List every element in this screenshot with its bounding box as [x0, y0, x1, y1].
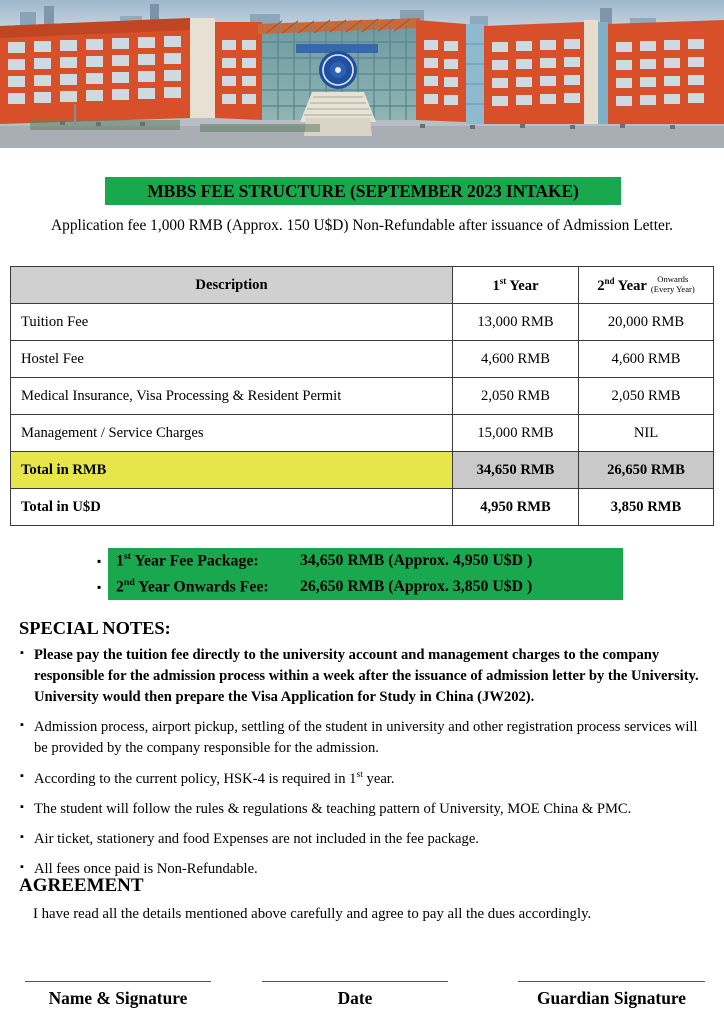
- row-year2-value: 4,600 RMB: [579, 341, 714, 378]
- table-header-row: [11, 267, 714, 304]
- summary-year2-sup: nd: [123, 577, 135, 589]
- total-rmb-year2: 26,650 RMB: [579, 452, 714, 489]
- year2-ordinal-suffix: nd: [604, 275, 615, 286]
- summary-value-year1: 34,650 RMB (Approx. 4,950 U$D ): [300, 552, 533, 569]
- signature-line-guardian[interactable]: [518, 981, 705, 982]
- summary-label-year2: [108, 577, 300, 596]
- bullet-square-icon: ▪: [20, 770, 24, 782]
- year2-prefix: 2: [597, 277, 605, 294]
- total-rmb-label: Total in RMB: [11, 452, 453, 489]
- table-row-total-rmb: [11, 452, 714, 489]
- signature-line-date[interactable]: [262, 981, 448, 982]
- table-row: [11, 378, 714, 415]
- note-item: [19, 829, 709, 850]
- summary-row-year2: [97, 574, 623, 600]
- table-row: [11, 415, 714, 452]
- bullet-square-icon: ▪: [20, 647, 24, 659]
- total-usd-year1: 4,950 RMB: [453, 489, 579, 526]
- note-item: [19, 768, 709, 790]
- total-rmb-year1: 34,650 RMB: [453, 452, 579, 489]
- note-text: The student will follow the rules & regulations & teaching pattern of University, MOE China & PMC.: [34, 800, 632, 817]
- note-item: [19, 717, 709, 759]
- signature-label-guardian: Guardian Signature: [537, 988, 686, 1008]
- table-row-total-usd: [11, 489, 714, 526]
- summary-year1-prefix: 1: [116, 552, 124, 570]
- row-year2-value: 20,000 RMB: [579, 304, 714, 341]
- signature-label-date: Date: [337, 988, 373, 1008]
- note-text: All fees once paid is Non-Refundable.: [34, 860, 258, 877]
- table-row: [11, 341, 714, 378]
- page-title-banner: [105, 177, 621, 205]
- summary-label-year1: [108, 551, 300, 570]
- header-description: Description: [11, 267, 453, 304]
- year1-suffix: Year: [506, 277, 539, 294]
- summary-year2-suffix: Year Onwards Fee:: [134, 578, 269, 596]
- total-usd-label: Total in U$D: [11, 489, 453, 526]
- summary-row-year1: [97, 548, 623, 574]
- page-title: MBBS FEE STRUCTURE (SEPTEMBER 2023 INTAKE): [147, 180, 579, 201]
- year2-note-line-1: Onwards: [657, 274, 689, 285]
- row-description: Tuition Fee: [11, 304, 453, 341]
- special-notes-heading: SPECIAL NOTES:: [19, 618, 171, 638]
- row-description: Medical Insurance, Visa Processing & Resident Permit: [11, 378, 453, 415]
- note-item: [19, 645, 703, 708]
- agreement-text: I have read all the details mentioned above carefully and agree to pay all the dues accordingly.: [33, 906, 592, 922]
- bullet-square-icon: ▪: [20, 860, 24, 873]
- bullet-square-icon: ▪: [20, 719, 24, 731]
- agreement-heading: AGREEMENT: [19, 875, 144, 896]
- header-year-2: [579, 267, 714, 304]
- summary-year1-suffix: Year Fee Package:: [130, 552, 259, 570]
- special-notes-list: [19, 645, 709, 889]
- row-year2-value: 2,050 RMB: [579, 378, 714, 415]
- total-usd-year2: 3,850 RMB: [579, 489, 714, 526]
- year2-note-line-2: (Every Year): [650, 284, 695, 294]
- note-ordinal-sup: st: [356, 769, 363, 780]
- note-text: Admission process, airport pickup, settling of the student in university and other registration process services will be provided by the company responsible for the admission.: [34, 719, 698, 756]
- campus-photo-banner: [0, 0, 724, 148]
- year2-suffix: Year: [614, 277, 647, 294]
- year2-onwards-note: [651, 275, 695, 294]
- summary-year1-sup: st: [123, 551, 131, 563]
- bullet-square-icon: ▪: [20, 800, 24, 813]
- note-text: Air ticket, stationery and food Expenses are not included in the fee package.: [34, 830, 479, 847]
- row-year1-value: 13,000 RMB: [453, 304, 579, 341]
- signature-line-name[interactable]: [25, 981, 211, 982]
- header-year-1: [453, 267, 579, 304]
- row-year2-value: NIL: [579, 415, 714, 452]
- fee-structure-table: [10, 266, 714, 526]
- note-text: Please pay the tuition fee directly to the university account and management charges to the company responsible for the admission process within a week after the issuance of admission letter by the University. University would then prepare the Visa Application for Study in China (JW202).: [34, 647, 699, 705]
- row-year1-value: 15,000 RMB: [453, 415, 579, 452]
- application-fee-note: Application fee 1,000 RMB (Approx. 150 U$D) Non-Refundable after issuance of Admission Letter.: [51, 217, 673, 234]
- row-description: Hostel Fee: [11, 341, 453, 378]
- summary-year2-prefix: 2: [116, 578, 124, 596]
- note-item: [19, 799, 709, 820]
- year1-prefix: 1: [492, 277, 500, 294]
- year2-wrapper: [597, 275, 695, 294]
- bullet-square-icon: ▪: [97, 554, 102, 568]
- table-row: [11, 304, 714, 341]
- note-text-after: year.: [362, 770, 395, 787]
- signature-label-name: Name & Signature: [48, 988, 188, 1008]
- note-text-before: According to the current policy, HSK-4 is required in 1: [34, 770, 357, 787]
- summary-value-year2: 26,650 RMB (Approx. 3,850 U$D ): [300, 578, 533, 595]
- fee-package-summary-box: [97, 548, 623, 600]
- row-description: Management / Service Charges: [11, 415, 453, 452]
- bullet-square-icon: ▪: [20, 830, 24, 843]
- campus-photo-illustration: [0, 0, 724, 148]
- year1-ordinal-suffix: st: [499, 275, 507, 286]
- year2-main: [597, 276, 647, 295]
- row-year1-value: 2,050 RMB: [453, 378, 579, 415]
- bullet-square-icon: ▪: [97, 580, 102, 594]
- row-year1-value: 4,600 RMB: [453, 341, 579, 378]
